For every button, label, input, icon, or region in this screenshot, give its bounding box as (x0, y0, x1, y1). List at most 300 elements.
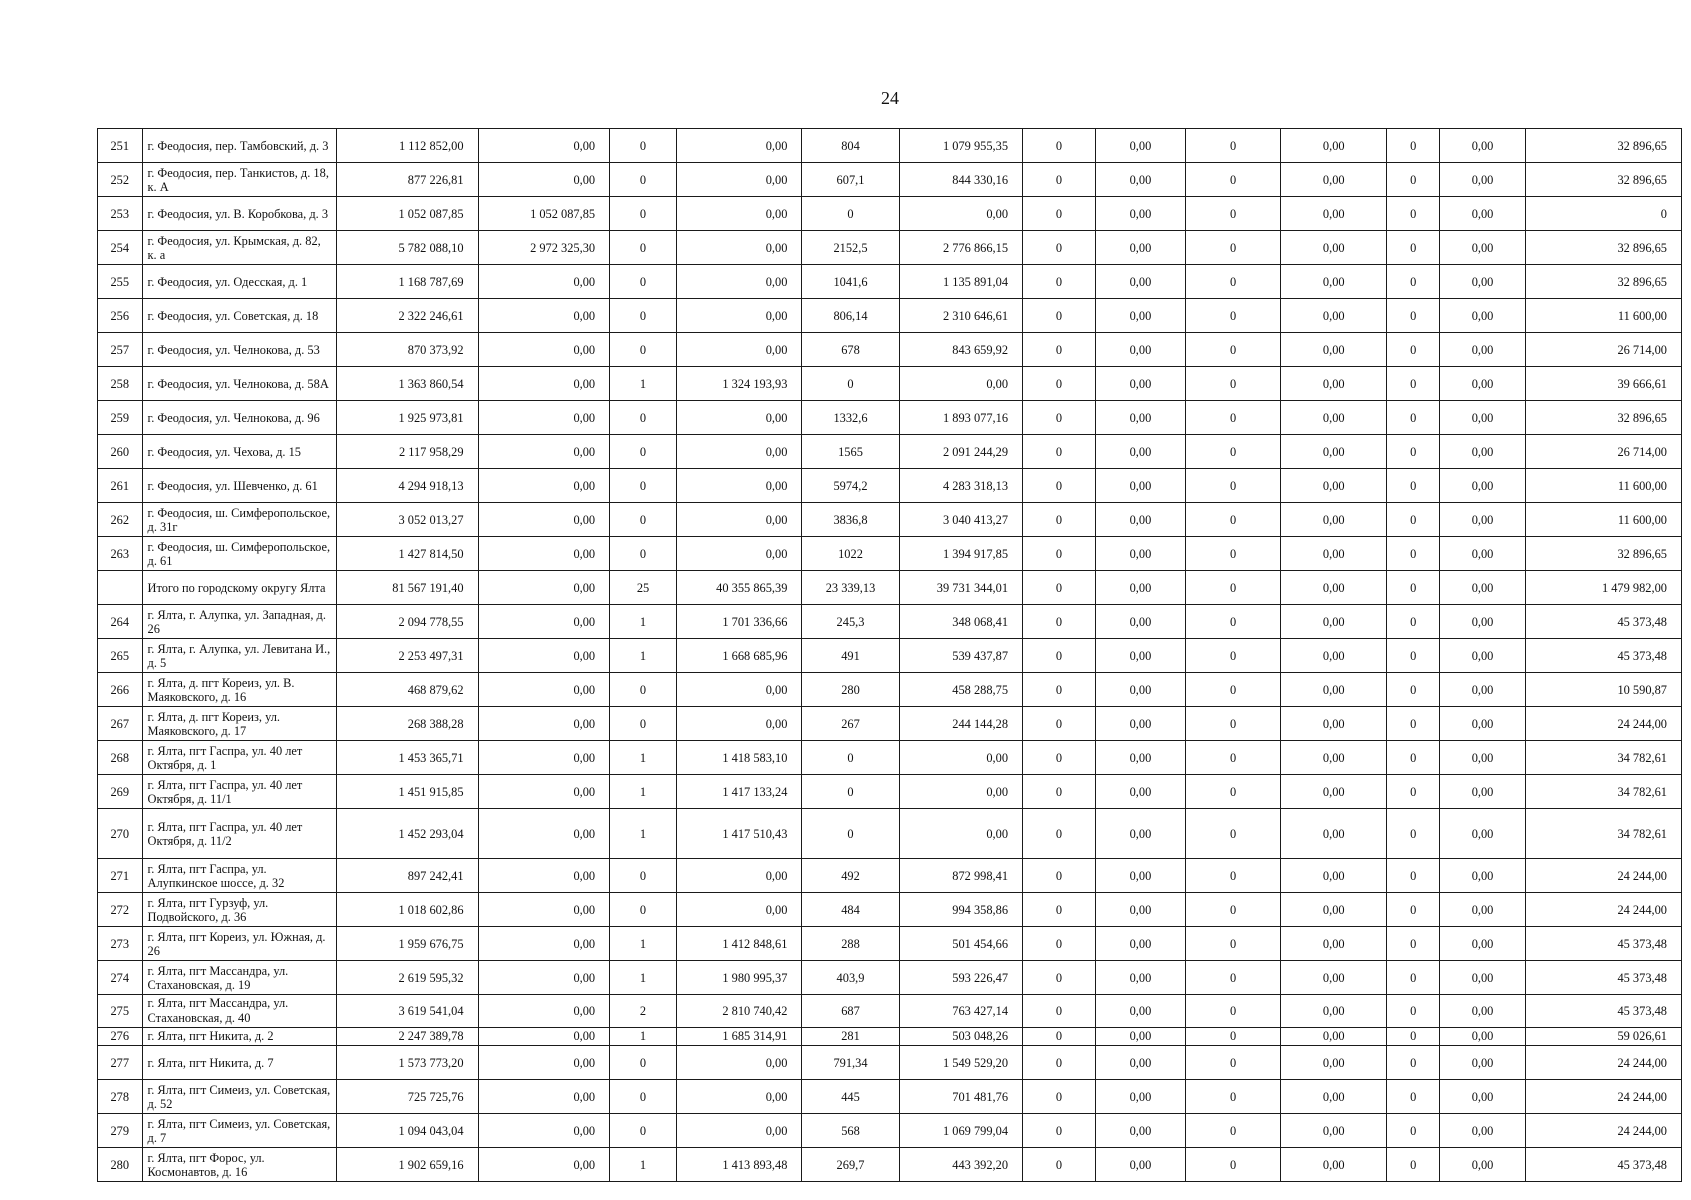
amount-4-cell: 0,00 (676, 893, 802, 927)
row-number-cell: 266 (98, 673, 143, 707)
row-number-cell: 258 (98, 367, 143, 401)
amount-8-cell: 0,00 (1095, 1114, 1185, 1148)
amount-13-cell: 24 244,00 (1526, 1080, 1682, 1114)
row-number-cell: 269 (98, 775, 143, 809)
quantity-5-cell: 403,9 (802, 961, 899, 995)
table-row (98, 129, 1682, 163)
amount-13-cell: 34 782,61 (1526, 741, 1682, 775)
amount-13-cell: 10 590,87 (1526, 673, 1682, 707)
amount-12-cell: 0,00 (1440, 333, 1526, 367)
amount-10-cell: 0,00 (1281, 197, 1387, 231)
count-3-cell: 0 (610, 265, 677, 299)
count-7-cell: 0 (1023, 231, 1096, 265)
amount-13-cell: 34 782,61 (1526, 809, 1682, 859)
amount-8-cell: 0,00 (1095, 1028, 1185, 1046)
count-11-cell: 0 (1387, 129, 1440, 163)
amount-2-cell: 2 972 325,30 (478, 231, 610, 265)
amount-8-cell: 0,00 (1095, 893, 1185, 927)
row-number-cell: 262 (98, 503, 143, 537)
count-3-cell: 0 (610, 859, 677, 893)
total-cost-cell: 1 453 365,71 (336, 741, 478, 775)
row-number-cell: 261 (98, 469, 143, 503)
amount-6-cell: 458 288,75 (899, 673, 1022, 707)
amount-12-cell: 0,00 (1440, 741, 1526, 775)
amount-2-cell: 0,00 (478, 927, 610, 961)
amount-4-cell: 0,00 (676, 673, 802, 707)
count-7-cell: 0 (1023, 775, 1096, 809)
total-cost-cell: 81 567 191,40 (336, 571, 478, 605)
quantity-5-cell: 0 (802, 741, 899, 775)
count-11-cell: 0 (1387, 1028, 1440, 1046)
count-11-cell: 0 (1387, 775, 1440, 809)
count-7-cell: 0 (1023, 503, 1096, 537)
amount-10-cell: 0,00 (1281, 1148, 1387, 1182)
total-cost-cell: 2 322 246,61 (336, 299, 478, 333)
quantity-5-cell: 568 (802, 1114, 899, 1148)
quantity-5-cell: 2152,5 (802, 231, 899, 265)
amount-6-cell: 844 330,16 (899, 163, 1022, 197)
amount-4-cell: 1 685 314,91 (676, 1028, 802, 1046)
amount-8-cell: 0,00 (1095, 401, 1185, 435)
quantity-5-cell: 288 (802, 927, 899, 961)
count-11-cell: 0 (1387, 707, 1440, 741)
amount-4-cell: 1 413 893,48 (676, 1148, 802, 1182)
table-row (98, 333, 1682, 367)
amount-6-cell: 994 358,86 (899, 893, 1022, 927)
amount-4-cell: 0,00 (676, 707, 802, 741)
address-cell: г. Ялта, пгт Гаспра, ул. 40 лет Октября, д. 11/2 (142, 809, 336, 859)
amount-10-cell: 0,00 (1281, 1114, 1387, 1148)
count-9-cell: 0 (1185, 231, 1280, 265)
count-9-cell: 0 (1185, 571, 1280, 605)
table-row (98, 741, 1682, 775)
quantity-5-cell: 3836,8 (802, 503, 899, 537)
amount-10-cell: 0,00 (1281, 435, 1387, 469)
amount-6-cell: 701 481,76 (899, 1080, 1022, 1114)
count-3-cell: 1 (610, 1028, 677, 1046)
table-row (98, 367, 1682, 401)
page-number: 24 (881, 88, 899, 108)
table-row (98, 995, 1682, 1028)
amount-8-cell: 0,00 (1095, 197, 1185, 231)
quantity-5-cell: 492 (802, 859, 899, 893)
amount-4-cell: 0,00 (676, 503, 802, 537)
row-number-cell: 256 (98, 299, 143, 333)
count-7-cell: 0 (1023, 859, 1096, 893)
amount-6-cell: 244 144,28 (899, 707, 1022, 741)
amount-2-cell: 0,00 (478, 673, 610, 707)
amount-2-cell: 1 052 087,85 (478, 197, 610, 231)
amount-6-cell: 1 079 955,35 (899, 129, 1022, 163)
amount-8-cell: 0,00 (1095, 639, 1185, 673)
address-cell: г. Ялта, пгт Гаспра, ул. 40 лет Октября, д. 11/1 (142, 775, 336, 809)
amount-10-cell: 0,00 (1281, 605, 1387, 639)
address-cell: г. Ялта, пгт Массандра, ул. Стахановская, д. 40 (142, 995, 336, 1028)
count-9-cell: 0 (1185, 537, 1280, 571)
amount-13-cell: 24 244,00 (1526, 1046, 1682, 1080)
count-3-cell: 0 (610, 707, 677, 741)
row-number-cell: 267 (98, 707, 143, 741)
amount-2-cell: 0,00 (478, 1046, 610, 1080)
count-9-cell: 0 (1185, 995, 1280, 1028)
count-11-cell: 0 (1387, 809, 1440, 859)
count-9-cell: 0 (1185, 809, 1280, 859)
count-3-cell: 0 (610, 231, 677, 265)
table-row (98, 537, 1682, 571)
amount-2-cell: 0,00 (478, 961, 610, 995)
amount-12-cell: 0,00 (1440, 639, 1526, 673)
amount-13-cell: 32 896,65 (1526, 231, 1682, 265)
amount-2-cell: 0,00 (478, 469, 610, 503)
count-7-cell: 0 (1023, 435, 1096, 469)
amount-4-cell: 1 417 133,24 (676, 775, 802, 809)
count-7-cell: 0 (1023, 741, 1096, 775)
amount-2-cell: 0,00 (478, 163, 610, 197)
count-9-cell: 0 (1185, 299, 1280, 333)
amount-13-cell: 24 244,00 (1526, 893, 1682, 927)
count-9-cell: 0 (1185, 469, 1280, 503)
address-cell: г. Ялта, г. Алупка, ул. Левитана И., д. 5 (142, 639, 336, 673)
count-9-cell: 0 (1185, 741, 1280, 775)
amount-4-cell: 0,00 (676, 1080, 802, 1114)
count-7-cell: 0 (1023, 893, 1096, 927)
amount-13-cell: 1 479 982,00 (1526, 571, 1682, 605)
amount-12-cell: 0,00 (1440, 673, 1526, 707)
address-cell: г. Феодосия, ш. Симферопольское, д. 61 (142, 537, 336, 571)
count-3-cell: 0 (610, 333, 677, 367)
address-cell: г. Феодосия, ул. Одесская, д. 1 (142, 265, 336, 299)
address-cell: г. Ялта, д. пгт Кореиз, ул. Маяковского, д. 17 (142, 707, 336, 741)
count-9-cell: 0 (1185, 927, 1280, 961)
total-cost-cell: 1 959 676,75 (336, 927, 478, 961)
total-cost-cell: 2 247 389,78 (336, 1028, 478, 1046)
row-number-cell: 277 (98, 1046, 143, 1080)
table-row (98, 1028, 1682, 1046)
amount-13-cell: 45 373,48 (1526, 995, 1682, 1028)
count-9-cell: 0 (1185, 333, 1280, 367)
amount-10-cell: 0,00 (1281, 707, 1387, 741)
address-cell: г. Феодосия, ул. Челнокова, д. 96 (142, 401, 336, 435)
quantity-5-cell: 445 (802, 1080, 899, 1114)
amount-2-cell: 0,00 (478, 435, 610, 469)
amount-2-cell: 0,00 (478, 775, 610, 809)
table-row (98, 927, 1682, 961)
amount-12-cell: 0,00 (1440, 503, 1526, 537)
amount-10-cell: 0,00 (1281, 503, 1387, 537)
count-9-cell: 0 (1185, 859, 1280, 893)
address-cell: г. Феодосия, пер. Танкистов, д. 18, к. А (142, 163, 336, 197)
amount-12-cell: 0,00 (1440, 893, 1526, 927)
amount-6-cell: 501 454,66 (899, 927, 1022, 961)
amount-10-cell: 0,00 (1281, 401, 1387, 435)
amount-8-cell: 0,00 (1095, 571, 1185, 605)
amount-4-cell: 1 418 583,10 (676, 741, 802, 775)
amount-13-cell: 24 244,00 (1526, 859, 1682, 893)
amount-8-cell: 0,00 (1095, 605, 1185, 639)
address-cell: г. Феодосия, ул. Чехова, д. 15 (142, 435, 336, 469)
count-3-cell: 0 (610, 893, 677, 927)
table-row (98, 299, 1682, 333)
address-cell: г. Ялта, г. Алупка, ул. Западная, д. 26 (142, 605, 336, 639)
amount-6-cell: 348 068,41 (899, 605, 1022, 639)
row-number-cell: 260 (98, 435, 143, 469)
address-cell: г. Феодосия, ул. Шевченко, д. 61 (142, 469, 336, 503)
amount-4-cell: 1 701 336,66 (676, 605, 802, 639)
count-11-cell: 0 (1387, 503, 1440, 537)
amount-6-cell: 2 091 244,29 (899, 435, 1022, 469)
amount-2-cell: 0,00 (478, 995, 610, 1028)
amount-12-cell: 0,00 (1440, 265, 1526, 299)
quantity-5-cell: 267 (802, 707, 899, 741)
count-11-cell: 0 (1387, 163, 1440, 197)
count-11-cell: 0 (1387, 401, 1440, 435)
count-11-cell: 0 (1387, 1148, 1440, 1182)
address-cell: г. Ялта, пгт Массандра, ул. Стахановская, д. 19 (142, 961, 336, 995)
amount-2-cell: 0,00 (478, 605, 610, 639)
amount-6-cell: 443 392,20 (899, 1148, 1022, 1182)
row-number-cell: 259 (98, 401, 143, 435)
table-row (98, 605, 1682, 639)
table-row (98, 503, 1682, 537)
count-11-cell: 0 (1387, 537, 1440, 571)
amount-13-cell: 32 896,65 (1526, 265, 1682, 299)
amount-13-cell: 11 600,00 (1526, 469, 1682, 503)
total-cost-cell: 2 253 497,31 (336, 639, 478, 673)
address-cell: г. Феодосия, ул. В. Коробкова, д. 3 (142, 197, 336, 231)
amount-4-cell: 0,00 (676, 401, 802, 435)
count-3-cell: 25 (610, 571, 677, 605)
count-3-cell: 1 (610, 741, 677, 775)
row-number-cell: 253 (98, 197, 143, 231)
address-cell: г. Феодосия, ш. Симферопольское, д. 31г (142, 503, 336, 537)
amount-10-cell: 0,00 (1281, 1080, 1387, 1114)
table-row (98, 1080, 1682, 1114)
count-3-cell: 1 (610, 961, 677, 995)
table-row (98, 435, 1682, 469)
count-11-cell: 0 (1387, 469, 1440, 503)
count-3-cell: 0 (610, 1114, 677, 1148)
count-3-cell: 0 (610, 129, 677, 163)
amount-2-cell: 0,00 (478, 265, 610, 299)
amount-12-cell: 0,00 (1440, 707, 1526, 741)
count-9-cell: 0 (1185, 1080, 1280, 1114)
count-3-cell: 1 (610, 809, 677, 859)
table-row (98, 265, 1682, 299)
table-row (98, 1046, 1682, 1080)
amount-10-cell: 0,00 (1281, 469, 1387, 503)
row-number-cell: 252 (98, 163, 143, 197)
amount-10-cell: 0,00 (1281, 927, 1387, 961)
amount-4-cell: 1 980 995,37 (676, 961, 802, 995)
amount-6-cell: 3 040 413,27 (899, 503, 1022, 537)
amount-6-cell: 2 776 866,15 (899, 231, 1022, 265)
total-cost-cell: 1 451 915,85 (336, 775, 478, 809)
count-3-cell: 0 (610, 469, 677, 503)
amount-12-cell: 0,00 (1440, 1028, 1526, 1046)
amount-8-cell: 0,00 (1095, 265, 1185, 299)
total-cost-cell: 268 388,28 (336, 707, 478, 741)
quantity-5-cell: 607,1 (802, 163, 899, 197)
total-cost-cell: 1 094 043,04 (336, 1114, 478, 1148)
amount-10-cell: 0,00 (1281, 1046, 1387, 1080)
amount-4-cell: 0,00 (676, 265, 802, 299)
subtotal-row (98, 571, 1682, 605)
amount-10-cell: 0,00 (1281, 367, 1387, 401)
count-11-cell: 0 (1387, 265, 1440, 299)
total-cost-cell: 870 373,92 (336, 333, 478, 367)
amount-12-cell: 0,00 (1440, 469, 1526, 503)
amount-12-cell: 0,00 (1440, 927, 1526, 961)
amount-12-cell: 0,00 (1440, 605, 1526, 639)
amount-6-cell: 0,00 (899, 809, 1022, 859)
row-number-cell: 265 (98, 639, 143, 673)
amount-8-cell: 0,00 (1095, 775, 1185, 809)
address-cell: г. Ялта, пгт Форос, ул. Космонавтов, д. 16 (142, 1148, 336, 1182)
address-cell: г. Феодосия, ул. Челнокова, д. 58А (142, 367, 336, 401)
amount-12-cell: 0,00 (1440, 401, 1526, 435)
count-7-cell: 0 (1023, 1028, 1096, 1046)
amount-2-cell: 0,00 (478, 1148, 610, 1182)
address-cell: г. Феодосия, пер. Тамбовский, д. 3 (142, 129, 336, 163)
quantity-5-cell: 491 (802, 639, 899, 673)
total-cost-cell: 1 052 087,85 (336, 197, 478, 231)
quantity-5-cell: 678 (802, 333, 899, 367)
count-7-cell: 0 (1023, 265, 1096, 299)
amount-10-cell: 0,00 (1281, 265, 1387, 299)
amount-4-cell: 0,00 (676, 859, 802, 893)
amount-12-cell: 0,00 (1440, 367, 1526, 401)
amount-4-cell: 1 412 848,61 (676, 927, 802, 961)
count-3-cell: 1 (610, 367, 677, 401)
amount-8-cell: 0,00 (1095, 333, 1185, 367)
amount-10-cell: 0,00 (1281, 859, 1387, 893)
amount-12-cell: 0,00 (1440, 1080, 1526, 1114)
amount-8-cell: 0,00 (1095, 741, 1185, 775)
quantity-5-cell: 281 (802, 1028, 899, 1046)
count-7-cell: 0 (1023, 707, 1096, 741)
amount-8-cell: 0,00 (1095, 927, 1185, 961)
amount-6-cell: 593 226,47 (899, 961, 1022, 995)
count-3-cell: 0 (610, 503, 677, 537)
count-7-cell: 0 (1023, 571, 1096, 605)
amount-4-cell: 1 417 510,43 (676, 809, 802, 859)
amount-12-cell: 0,00 (1440, 859, 1526, 893)
amount-10-cell: 0,00 (1281, 893, 1387, 927)
amount-8-cell: 0,00 (1095, 859, 1185, 893)
table-row (98, 707, 1682, 741)
count-9-cell: 0 (1185, 673, 1280, 707)
amount-10-cell: 0,00 (1281, 299, 1387, 333)
amount-4-cell: 0,00 (676, 197, 802, 231)
amount-8-cell: 0,00 (1095, 435, 1185, 469)
address-cell: г. Ялта, пгт Никита, д. 2 (142, 1028, 336, 1046)
count-11-cell: 0 (1387, 299, 1440, 333)
amount-13-cell: 59 026,61 (1526, 1028, 1682, 1046)
row-number-cell: 271 (98, 859, 143, 893)
amount-13-cell: 32 896,65 (1526, 401, 1682, 435)
quantity-5-cell: 1041,6 (802, 265, 899, 299)
count-11-cell: 0 (1387, 859, 1440, 893)
count-7-cell: 0 (1023, 1148, 1096, 1182)
amount-13-cell: 45 373,48 (1526, 961, 1682, 995)
row-number-cell: 279 (98, 1114, 143, 1148)
count-3-cell: 1 (610, 605, 677, 639)
table-row (98, 775, 1682, 809)
amount-8-cell: 0,00 (1095, 367, 1185, 401)
count-11-cell: 0 (1387, 741, 1440, 775)
count-11-cell: 0 (1387, 571, 1440, 605)
amount-6-cell: 39 731 344,01 (899, 571, 1022, 605)
table-row (98, 961, 1682, 995)
amount-10-cell: 0,00 (1281, 231, 1387, 265)
total-cost-cell: 1 925 973,81 (336, 401, 478, 435)
amount-13-cell: 26 714,00 (1526, 435, 1682, 469)
count-11-cell: 0 (1387, 995, 1440, 1028)
amount-8-cell: 0,00 (1095, 1046, 1185, 1080)
count-3-cell: 0 (610, 163, 677, 197)
count-3-cell: 0 (610, 197, 677, 231)
amount-13-cell: 11 600,00 (1526, 299, 1682, 333)
quantity-5-cell: 23 339,13 (802, 571, 899, 605)
row-number-cell: 273 (98, 927, 143, 961)
amount-2-cell: 0,00 (478, 571, 610, 605)
address-cell: г. Феодосия, ул. Советская, д. 18 (142, 299, 336, 333)
total-cost-cell: 3 052 013,27 (336, 503, 478, 537)
amount-2-cell: 0,00 (478, 707, 610, 741)
amount-2-cell: 0,00 (478, 1114, 610, 1148)
amount-6-cell: 4 283 318,13 (899, 469, 1022, 503)
amount-2-cell: 0,00 (478, 741, 610, 775)
amount-6-cell: 0,00 (899, 741, 1022, 775)
count-3-cell: 0 (610, 1080, 677, 1114)
table-row (98, 1148, 1682, 1182)
count-9-cell: 0 (1185, 367, 1280, 401)
amount-4-cell: 0,00 (676, 299, 802, 333)
total-cost-cell: 1 018 602,86 (336, 893, 478, 927)
amount-2-cell: 0,00 (478, 1028, 610, 1046)
amount-4-cell: 1 324 193,93 (676, 367, 802, 401)
count-7-cell: 0 (1023, 1080, 1096, 1114)
count-7-cell: 0 (1023, 995, 1096, 1028)
count-7-cell: 0 (1023, 1114, 1096, 1148)
amount-10-cell: 0,00 (1281, 129, 1387, 163)
address-cell: г. Феодосия, ул. Челнокова, д. 53 (142, 333, 336, 367)
amount-12-cell: 0,00 (1440, 809, 1526, 859)
amount-12-cell: 0,00 (1440, 299, 1526, 333)
amount-12-cell: 0,00 (1440, 1114, 1526, 1148)
count-9-cell: 0 (1185, 1148, 1280, 1182)
count-11-cell: 0 (1387, 333, 1440, 367)
total-cost-cell: 1 112 852,00 (336, 129, 478, 163)
table-row (98, 469, 1682, 503)
row-number-cell: 275 (98, 995, 143, 1028)
amount-4-cell: 0,00 (676, 231, 802, 265)
count-3-cell: 0 (610, 673, 677, 707)
amount-13-cell: 45 373,48 (1526, 639, 1682, 673)
table-row (98, 401, 1682, 435)
amount-10-cell: 0,00 (1281, 775, 1387, 809)
total-cost-cell: 5 782 088,10 (336, 231, 478, 265)
amount-10-cell: 0,00 (1281, 1028, 1387, 1046)
total-cost-cell: 468 879,62 (336, 673, 478, 707)
amount-6-cell: 503 048,26 (899, 1028, 1022, 1046)
amount-8-cell: 0,00 (1095, 129, 1185, 163)
amount-13-cell: 45 373,48 (1526, 1148, 1682, 1182)
count-3-cell: 2 (610, 995, 677, 1028)
amount-12-cell: 0,00 (1440, 995, 1526, 1028)
count-3-cell: 1 (610, 1148, 677, 1182)
amount-6-cell: 0,00 (899, 775, 1022, 809)
